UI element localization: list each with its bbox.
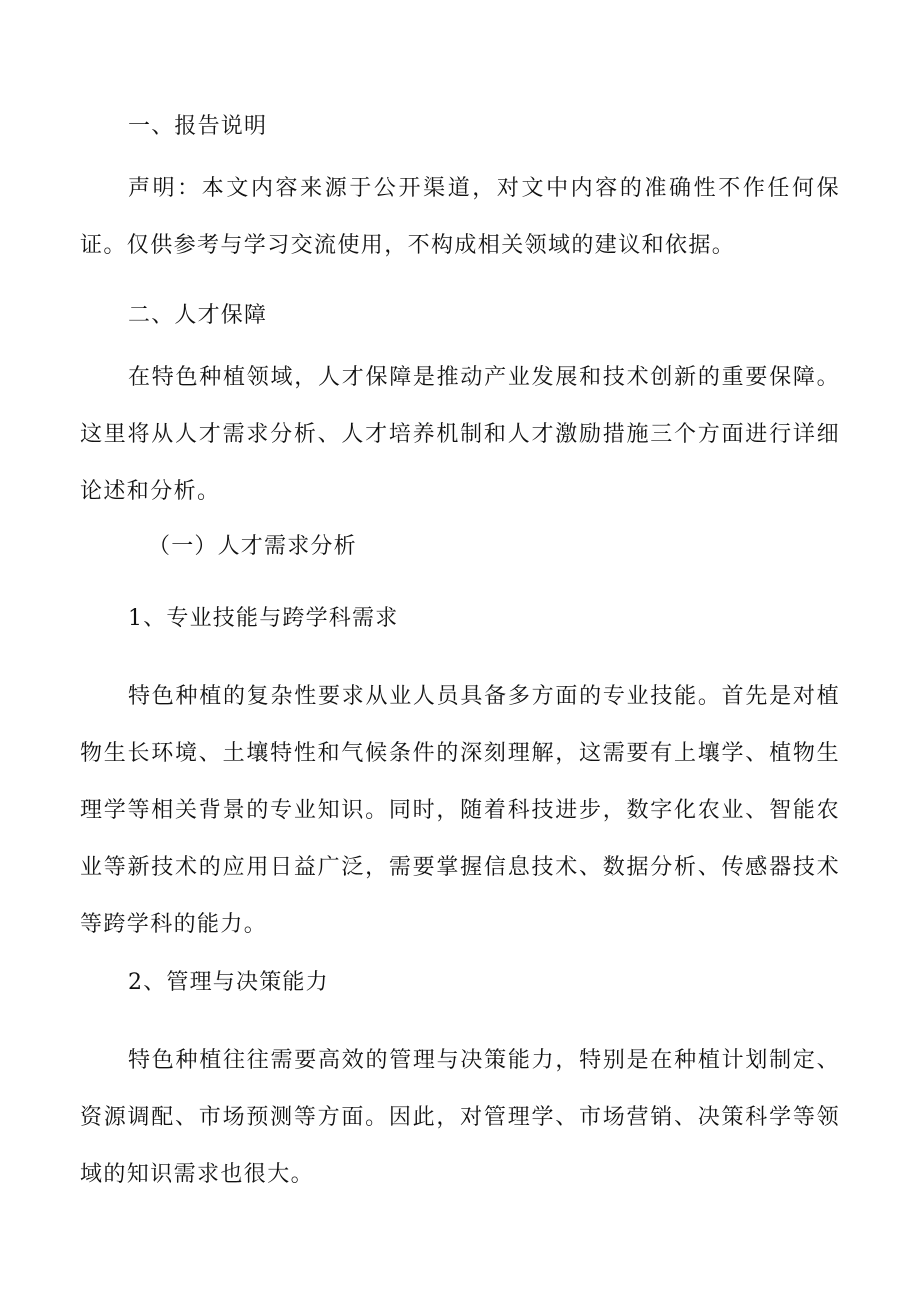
- skills-paragraph: 特色种植的复杂性要求从业人员具备多方面的专业技能。首先是对植物生长环境、土壤特性和气候条件的深刻理解，这需要有上壤学、植物生理学等相关背景的专业知识。同时，随着科技进步，数字化农业、智能农业等新技术的应用日益广泛，需要掌握信息技术、数据分析、传感器技术等跨学科的能力。: [80, 684, 840, 937]
- item-heading-skills: 1、专业技能与跨学科需求: [128, 606, 399, 631]
- section-heading-talent-guarantee: 二、人才保障: [128, 303, 268, 328]
- management-paragraph: 特色种植往往需要高效的管理与决策能力，特别是在种植计划制定、资源调配、市场预测等方面。因此，对管理学、市场营销、决策科学等领域的知识需求也很大。: [80, 1048, 840, 1187]
- item-heading-management: 2、管理与决策能力: [128, 970, 329, 995]
- disclaimer-paragraph: 声明：本文内容来源于公开渠道，对文中内容的准确性不作任何保证。仅供参考与学习交流使用，不构成相关领域的建议和依据。: [80, 176, 840, 258]
- talent-intro-paragraph: 在特色种植领域，人才保障是推动产业发展和技术创新的重要保障。这里将从人才需求分析、人才培养机制和人才激励措施三个方面进行详细论述和分析。: [80, 365, 840, 504]
- subsection-heading-talent-demand: （一）人才需求分析: [148, 534, 357, 559]
- section-heading-report-notes: 一、报告说明: [128, 114, 268, 139]
